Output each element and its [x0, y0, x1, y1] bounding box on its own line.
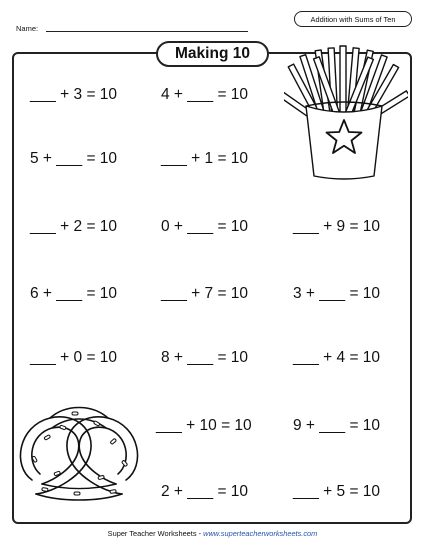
problem-r2-c1: 5 + ___ = 10 — [30, 150, 118, 167]
problem-r3-c2: 0 + ___ = 10 — [161, 218, 249, 235]
footer-brand: Super Teacher Worksheets - — [107, 529, 204, 538]
problem-r4-c1: 6 + ___ = 10 — [30, 285, 118, 302]
problem-r7-c2: 2 + ___ = 10 — [161, 483, 249, 500]
problem-r3-c1: ___ + 2 = 10 — [30, 218, 118, 235]
worksheet-title: Making 10 — [156, 41, 269, 67]
problem-r5-c3: ___ + 4 = 10 — [293, 349, 381, 366]
problem-r5-c1: ___ + 0 = 10 — [30, 349, 118, 366]
french-fries-icon — [284, 44, 408, 182]
footer-url-link[interactable]: www.superteacherworksheets.com — [203, 529, 318, 538]
problem-r7-c3: ___ + 5 = 10 — [293, 483, 381, 500]
problem-r3-c3: ___ + 9 = 10 — [293, 218, 381, 235]
problem-r4-c3: 3 + ___ = 10 — [293, 285, 381, 302]
name-label: Name: — [16, 24, 39, 33]
problem-r6-c3: 9 + ___ = 10 — [293, 417, 381, 434]
problem-r2-c2: ___ + 1 = 10 — [161, 150, 249, 167]
problem-r6-c2: ___ + 10 = 10 — [156, 417, 252, 434]
topic-tag: Addition with Sums of Ten — [294, 11, 412, 27]
name-line[interactable] — [46, 31, 248, 32]
problem-r1-c2: 4 + ___ = 10 — [161, 86, 249, 103]
problem-r1-c1: ___ + 3 = 10 — [30, 86, 118, 103]
problem-r5-c2: 8 + ___ = 10 — [161, 349, 249, 366]
problem-r4-c2: ___ + 7 = 10 — [161, 285, 249, 302]
pretzel-icon — [10, 396, 148, 506]
footer — [0, 529, 425, 538]
